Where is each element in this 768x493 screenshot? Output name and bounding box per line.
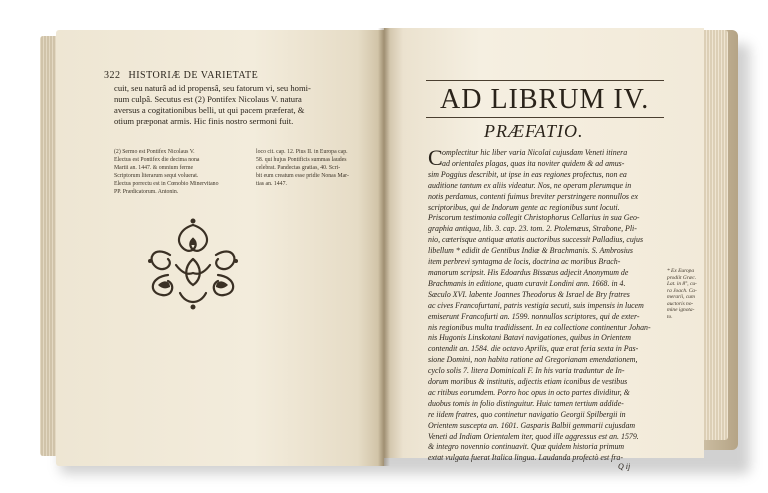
- footnote-column-right: [256, 148, 386, 188]
- text-line: contendit an. 1584. die octavo Aprilis, quæ erat feria sexta in Pas-: [428, 344, 639, 354]
- page-edges-right: [700, 30, 728, 440]
- text-line: nis regionibus multa tradidissent. In ea collectione continentur Johan-: [428, 322, 651, 332]
- text-line: omplectitur hic liber varia Nicolai cujusdam Veneti itinera: [442, 148, 628, 157]
- text-line: cyclo solis 7. litera Dominicali F. In his varia traduntur de In-: [428, 366, 625, 376]
- rule-middle: [426, 117, 664, 118]
- margin-note-line: prodiit Græc.: [667, 274, 697, 281]
- text-line: Priscorum testimonia collegit Christophorus Cellarius in sua Geo-: [428, 213, 640, 223]
- text-line: item perbrevi syntagma de locis, doctrina ac moribus Brach-: [428, 257, 621, 267]
- text-line: dorum moribus & institutis, adjectis etiam iconibus de vestibus: [428, 377, 628, 387]
- footnote-line: 58. qui hujus Pontificis summas laudes: [256, 157, 347, 163]
- footnote-line: Scriptorum literarum sequi voluerat.: [114, 173, 199, 179]
- margin-note-line: ra Joach. Ca-: [667, 287, 697, 294]
- footnote-line: loco cit. cap. 12. Pius II. in Europa cap.: [256, 149, 348, 155]
- text-line: & integro novennio continuavit. Quæ quidem historia primum: [428, 442, 625, 452]
- text-line: duobus tomis in folio distinguitur. Huic tamen tertium addide-: [428, 398, 624, 408]
- text-line: num culpâ. Secutus est (2) Pontifex Nicolaus V. natura: [114, 94, 302, 104]
- catchword: Q ij: [618, 462, 631, 471]
- rule-top: [426, 80, 664, 81]
- text-line: sione Domini, non habita ratione ad Gregorianam emendationem,: [428, 355, 638, 365]
- text-line: scriptoribus, qui de Indorum gente ac regionibus sunt locuti.: [428, 202, 620, 212]
- footnote-line: celebrat. Pandectas gratias, 40. Scri-: [256, 165, 341, 171]
- text-line: sim Poggius describit, ut ipse in eas regiones profectus, non ea: [428, 169, 627, 179]
- margin-note-line: mine ignota-: [667, 307, 695, 313]
- footnote-column-left: [114, 148, 244, 196]
- margin-note-line: * Ex Europa: [667, 268, 695, 274]
- text-line: notis perdamus, contenti fuimus breviter perstringere nonnullos ex: [428, 191, 638, 201]
- margin-note-line: auctoris no-: [667, 300, 694, 307]
- left-body-text: [114, 83, 396, 127]
- preface-heading: PRÆFATIO.: [484, 121, 584, 141]
- margin-note-line: merarii, cum: [667, 294, 695, 300]
- text-line: Sæculo XVI. labente Joannes Theodorus & Israel de Bry fratres: [428, 289, 630, 299]
- text-line: extat vulgata fuerat Italica lingua. Laudanda profectò est fra-: [428, 453, 623, 463]
- right-page: [384, 28, 704, 471]
- footnote-line: bit eum creatum esse pridie Nonas Mar-: [256, 173, 349, 179]
- chapter-title: AD LIBRUM IV.: [440, 84, 650, 115]
- margin-note-line: Lat. in 8°, cu-: [667, 281, 697, 287]
- text-line: auditione tantum ex aliis videatur. Nos, ne operam plerumque in: [428, 180, 632, 190]
- preface-body-text: [428, 145, 663, 464]
- text-line: nis Hugonis Linskotani Batavi navigationes, quibus in Orientem: [428, 333, 631, 343]
- running-head-title: HISTORIÆ DE VARIETATE: [128, 70, 259, 81]
- left-page: [56, 30, 384, 466]
- running-head: [104, 70, 258, 81]
- text-line: graphia antiqua, lib. 3. cap. 23. tom. 2. Ptolemæus, Strabone, Pli-: [428, 224, 637, 234]
- footnote-line: tias an. 1447.: [256, 181, 287, 187]
- text-line: emiserunt Francofurti an. 1599. nonnullos scriptores, qui de exter-: [428, 311, 640, 321]
- tailpiece-ornament: [140, 215, 246, 313]
- text-line: otium præponat armis. Hic finis nostro sermoni fuit.: [114, 116, 294, 126]
- marginal-note: [667, 268, 703, 320]
- footnote-line: PP. Prædicatorum. Antonin.: [114, 189, 179, 195]
- text-line: Orientem suscepta an. 1601. Gasparis Balbii gemmarii cujusdam: [428, 420, 636, 430]
- page-number: 322: [104, 70, 121, 81]
- text-line: manorum scripsit. His Edoardus Bissæus adjecit Anonymum de: [428, 267, 629, 277]
- text-line: ac ritibus eorumdem. Porro hoc opus in octo partes dividitur, &: [428, 387, 630, 397]
- text-line: Brachmanis in editione, quam curavit Londini ann. 1668. in 4.: [428, 278, 626, 288]
- text-line: aversus a cogitationibus belli, ut qui pacem præferat, &: [114, 105, 305, 115]
- text-line: ac cives Francofurtani, patris vestigia secuti, suis impensis in lucem: [428, 300, 644, 310]
- footnote-line: Electus porrectu est in Cœnobio Minervitano: [114, 181, 219, 187]
- margin-note-line: to.: [667, 313, 673, 320]
- book-gutter: [378, 28, 390, 466]
- text-line: re iidem fratres, quo continetur navigatio Georgii Spilbergii in: [428, 409, 626, 419]
- text-line: ad orientales plagas, quas ita noviter quidem & ad amus-: [442, 158, 625, 168]
- text-line: nio, cæterisque antiquæ ætatis auctoribus successit Palladius, cujus: [428, 235, 644, 245]
- text-line: cuit, seu naturâ ad id propensâ, seu fatorum vi, seu homi-: [114, 83, 311, 93]
- footnote-line: Electus est Pontifex die decima nona: [114, 157, 200, 163]
- drop-cap: C: [428, 145, 443, 170]
- text-line: libellum * edidit de Gentibus Indiæ & Brachmanis. S. Ambrosius: [428, 246, 633, 256]
- footnote-line: Martii an. 1447. & omnium ferme: [114, 165, 194, 171]
- text-line: Veneti ad Indiam Orientalem iter, quod ille aggressus est an. 1579.: [428, 431, 639, 441]
- footnote-line: (2) Sermo est Pontifex Nicolaus V.: [114, 149, 195, 155]
